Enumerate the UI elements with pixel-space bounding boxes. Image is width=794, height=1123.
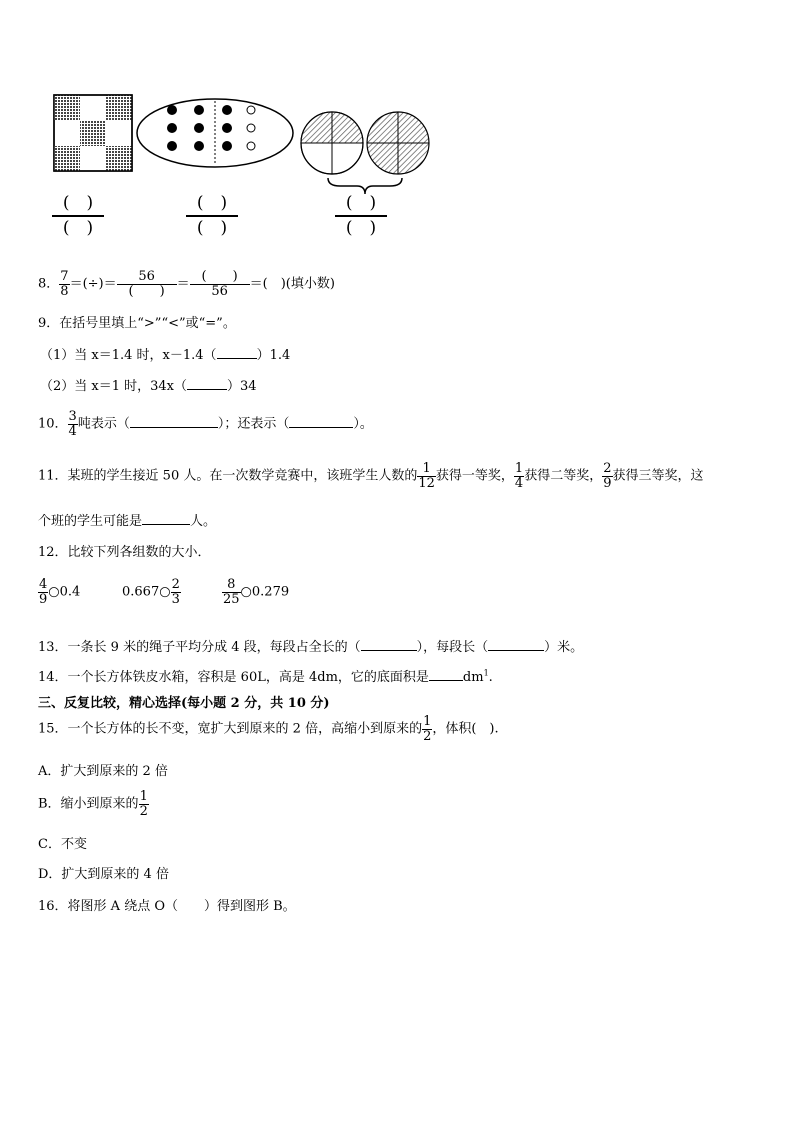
answer-blank[interactable] [289,427,353,428]
fraction: $\frac{( )}{56}$ [190,270,250,298]
fraction-numerator-blank[interactable]: ( ) [345,193,377,213]
equation-tail: ＝( )(填小数) [249,276,335,292]
fraction: $\frac{56}{( )}$ [117,270,177,298]
question-8 [38,270,335,298]
equation-part: ＝(÷)＝ [69,276,117,292]
fraction: $\frac{4}{9}$ [39,577,48,607]
ellipse-dots-figure [137,99,293,167]
fraction: $\frac{1}{2}$ [139,789,148,819]
fraction-denominator-blank[interactable]: ( ) [62,218,94,238]
answer-blank[interactable] [142,524,190,525]
question-12-item-b: 0.667○ $\frac{2}{3}$ [122,577,180,607]
option-b[interactable]: B．缩小到原来的 $\frac{1}{2}$ [38,789,148,819]
question-12-stem: 12．比较下列各组数的大小． [38,545,211,560]
question-14: 14．一个长方体铁皮水箱，容积是 60L，高是 4dm，它的底面积是 $dm^1$. [38,668,493,685]
option-a[interactable]: A．扩大到原来的 2 倍 [38,764,168,779]
question-10: 10． $\frac{3}{4}$ 吨表示（ ）；还表示（ ）。 [38,409,373,439]
figure-fraction-2 [186,195,238,237]
answer-blank[interactable] [130,427,218,428]
question-9-part-2: （2）当 x＝1 时，34x（ ）34 [40,379,257,394]
fraction-denominator-blank[interactable]: ( ) [196,218,228,238]
answer-blank[interactable] [187,389,227,390]
question-9-part-1: （1）当 x＝1.4 时，x－1.4（ ）1.4 [40,348,291,363]
answer-blank[interactable] [361,650,417,651]
fraction-numerator-blank[interactable]: ( ) [62,193,94,213]
answer-blank[interactable]: ( ) [117,284,177,299]
figure-fraction-3 [335,195,387,237]
fraction: $\frac{1}{4}$ [514,461,524,491]
question-12-item-c: $\frac{8}{25}$ ○0.279 [223,577,290,607]
fraction: $\frac{1}{2}$ [423,714,432,744]
fraction: $\frac{1}{12}$ [418,461,435,491]
fraction: $\frac{8}{25}$ [223,577,240,607]
equation-part: ＝ [176,276,190,292]
answer-blank[interactable] [429,680,463,681]
option-c[interactable]: C．不变 [38,837,87,852]
fraction-denominator-blank[interactable]: ( ) [345,218,377,238]
question-12-item-a: $\frac{4}{9}$ ○0.4 [39,577,81,607]
answer-blank[interactable]: ( ) [201,269,238,284]
section-3-title: 三、反复比较，精心选择(每小题 2 分，共 10 分) [38,696,330,711]
answer-blank[interactable] [217,358,257,359]
fraction: $\frac{3}{4}$ [68,409,77,439]
two-circles-figure [301,112,429,194]
question-16: 16．将图形 A 绕点 O（ ）得到图形 B。 [38,899,296,914]
fraction-numerator-blank[interactable]: ( ) [196,193,228,213]
fraction: $\frac{7}{8}$ [60,269,69,299]
figure-fraction-1 [52,195,104,237]
question-11-line-1: 11．某班的学生接近 50 人。在一次数学竞赛中，该班学生人数的 $\frac{1}{12}$ 获得一等奖， $\frac{1}{4}$ 获得二等奖， $\frac{2}{9}$ 获得三等奖，这 [38,461,704,491]
question-9-stem: 9．在括号里填上“>”“<”或“=”。 [38,316,236,331]
fraction: $\frac{2}{9}$ [603,461,612,491]
question-number: 8． [38,276,60,292]
checkerboard-figure [54,95,132,171]
answer-blank[interactable] [488,650,544,651]
option-d[interactable]: D．扩大到原来的 4 倍 [38,867,169,882]
brace [328,178,402,194]
question-11-line-2: 个班的学生可能是 人。 [38,514,217,529]
fraction: $\frac{2}{3}$ [171,577,180,607]
question-13: 13．一条长 9 米的绳子平均分成 4 段，每段占全长的（ ），每段长（ ）米。 [38,640,584,655]
question-15: 15．一个长方体的长不变，宽扩大到原来的 2 倍，高缩小到原来的 $\frac{1}{2}$ ，体积( ). [38,714,499,744]
